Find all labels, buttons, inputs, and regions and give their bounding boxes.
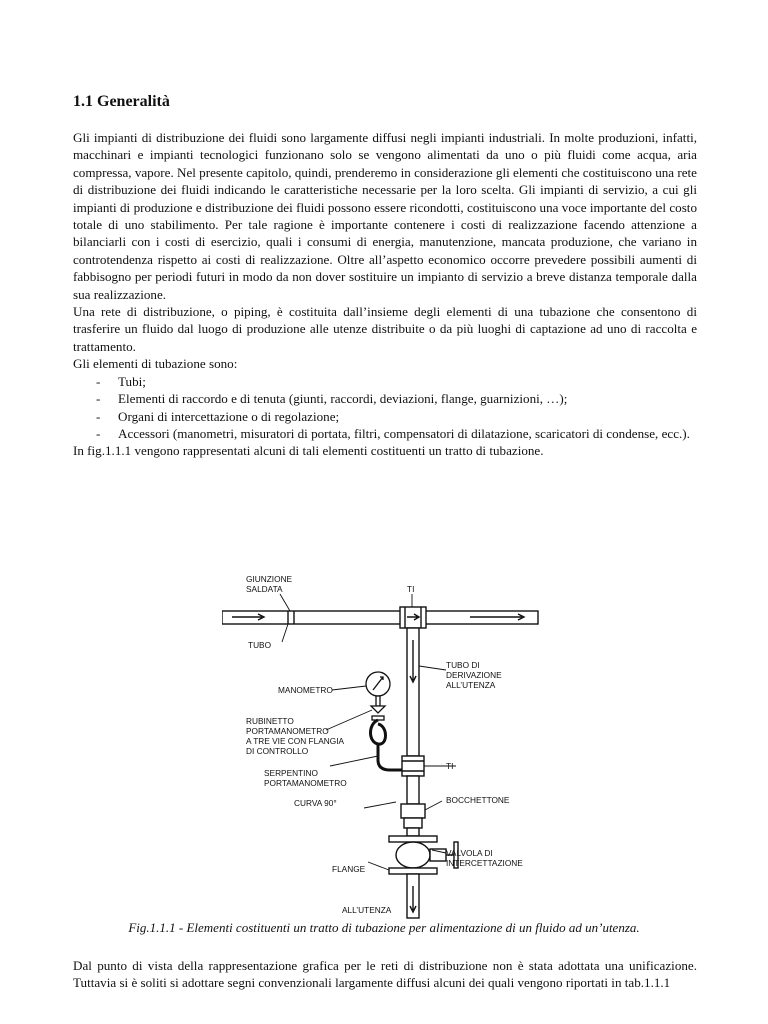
- body-text: [73, 129, 697, 460]
- label-rubinetto-2: PORTAMANOMETRO: [246, 726, 329, 736]
- label-ti-mid: TI: [446, 761, 454, 771]
- list-item: - Accessori (manometri, misuratori di portata, filtri, compensatori di dilatazione, scaricatori di condense, ecc.).: [73, 425, 697, 442]
- list-item: - Organi di intercettazione o di regolazione;: [73, 408, 697, 425]
- section-heading: 1.1 Generalità: [73, 93, 170, 110]
- list-item: - Tubi;: [73, 373, 697, 390]
- paragraph: Gli elementi di tubazione sono:: [73, 356, 238, 372]
- label-rubinetto-4: DI CONTROLLO: [246, 746, 309, 756]
- label-saldata: SALDATA: [246, 584, 283, 594]
- paragraph: Gli impianti di distribuzione dei fluidi sono largamente diffusi negli impianti industriali. In molte produzioni, infatti, macchinari e impianti tecnologici funzionano solo se vengono alimentati da uno o più fluidi come acqua, aria compressa, vapore. Nel presente capitolo, quindi, prenderemo in considerazione gli elementi che costituiscono una rete di distribuzione dei fluidi indicando le caratteristiche necessarie per la loro scelta. Gli impianti di servizio, a cui gli impianti di produzione e distribuzione dei fluidi possono essere ricondotti, costituiscono una voce importante del costo totale di uno stabilimento. Per tale ragione è importante contenere i costi di realizzazione facendo attenzione a bilanciarli con i costi di esercizio, quali i consumi di energia, manutenzione, mancata produzione, che variano in controtendenza rispetto ai costi di realizzazione. Oltre all’aspetto economico occorre prevedere possibili aumenti di fabbisogno per periodi futuri in modo da non dover sostituire un impianto di servizio a breve distanza temporale dalla sua realizzazione.: [73, 130, 697, 302]
- label-giunzione: GIUNZIONE: [246, 574, 293, 584]
- manometer-assembly: [366, 672, 402, 770]
- label-rubinetto-1: RUBINETTO: [246, 716, 294, 726]
- piping-figure: [222, 570, 552, 920]
- label-utenza: ALL’UTENZA: [342, 905, 392, 915]
- main-pipe: [222, 611, 538, 624]
- label-manometro: MANOMETRO: [278, 685, 333, 695]
- paragraph: Dal punto di vista della rappresentazione grafica per le reti di distribuzione non è stata adottata una unificazione. Tuttavia si è soliti si adottare segni convenzionali largamente diffusi alcuni dei quali vengono riportati in tab.1.1.1: [73, 958, 697, 991]
- label-bocchettone: BOCCHETTONE: [446, 795, 510, 805]
- figure-caption: Fig.1.1.1 - Elementi costituenti un tratto di tubazione per alimentazione di un fluido ad un’utenza.: [128, 920, 640, 935]
- label-curva: CURVA 90°: [294, 798, 337, 808]
- label-derivazione-3: ALL’UTENZA: [446, 680, 496, 690]
- label-serpentino-1: SERPENTINO: [264, 768, 318, 778]
- list-item: - Elementi di raccordo e di tenuta (giunti, raccordi, deviazioni, flange, guarnizioni, …);: [73, 390, 697, 407]
- label-derivazione-2: DERIVAZIONE: [446, 670, 502, 680]
- label-tubo: TUBO: [248, 640, 272, 650]
- label-ti-top: TI: [407, 584, 415, 594]
- paragraph: Una rete di distribuzione, o piping, è costituita dall’insieme degli elementi di una tubazione che consentono di trasferire un fluido dal luogo di produzione alle utenze distribuite o da più luoghi di captazione ad uno di raccolta e trattamento.: [73, 304, 697, 354]
- paragraph: In fig.1.1.1 vengono rappresentati alcuni di tali elementi costituenti un tratto di tubazione.: [73, 443, 544, 459]
- label-derivazione-1: TUBO DI: [446, 660, 480, 670]
- closing-text: [73, 957, 697, 992]
- label-rubinetto-3: A TRE VIE CON FLANGIA: [246, 736, 345, 746]
- label-valvola-2: INTERCETTAZIONE: [446, 858, 523, 868]
- label-valvola-1: VALVOLA DI: [446, 848, 493, 858]
- pipe-elements-list: [73, 373, 697, 443]
- label-flange: FLANGE: [332, 864, 366, 874]
- upper-tee: [400, 607, 426, 628]
- label-serpentino-2: PORTAMANOMETRO: [264, 778, 347, 788]
